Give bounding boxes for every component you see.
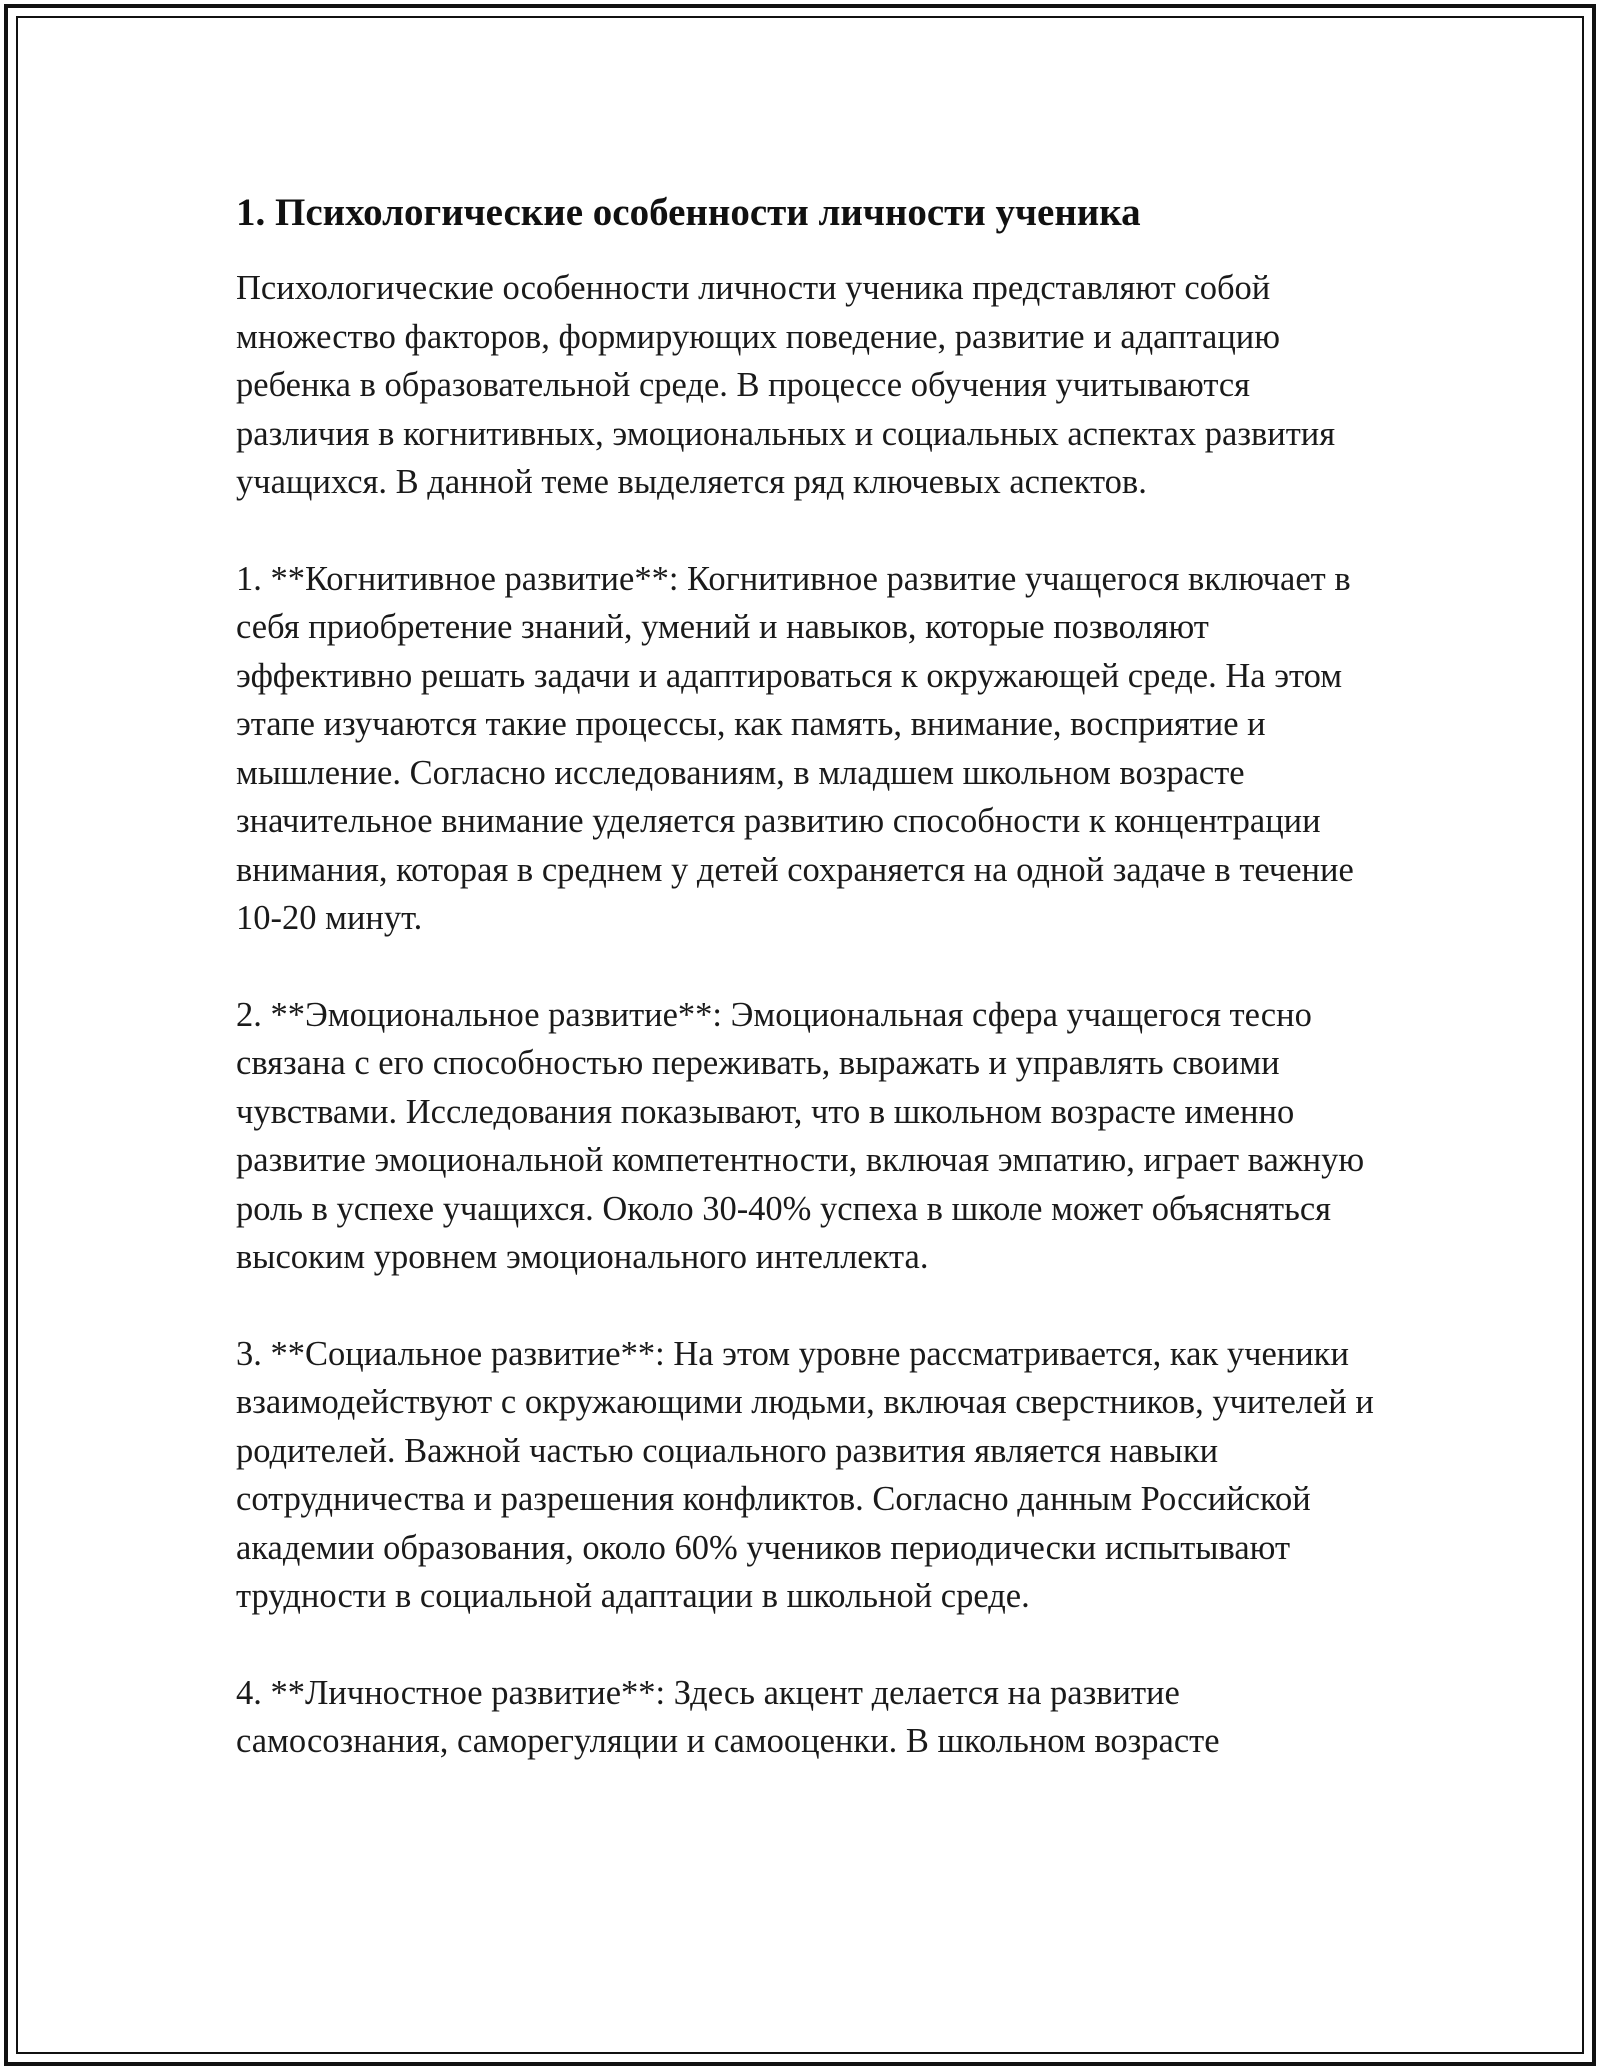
paragraph-social-development: 3. **Социальное развитие**: На этом уровне рассматривается, как ученики взаимодействуют с окружающими людьми, включая сверстников, учителей и родителей. Важной частью социального развития является навыки сотрудничества и разрешения конфликтов. Согласно данным Российской академии образования, около 60% учеников периодически испытывают трудности в социальной адаптации в школьной среде. (236, 1334, 1374, 1615)
paragraph-intro: Психологические особенности личности ученика представляют собой множество факторов, формирующих поведение, развитие и адаптацию ребенка в образовательной среде. В процессе обучения учитываются различия в когнитивных, эмоциональных и социальных аспектах развития учащихся. В данной теме выделяется ряд ключевых аспектов. (236, 269, 1336, 501)
section-heading: 1. Психологические особенности личности ученика (236, 191, 1141, 234)
paragraph-emotional-development: 2. **Эмоциональное развитие**: Эмоциональная сфера учащегося тесно связана с его способностью переживать, выражать и управлять своими чувствами. Исследования показывают, что в школьном возрасте именно развитие эмоциональной компетентности, включая эмпатию, играет важную роль в успехе учащихся. Около 30-40% успеха в школе может объясняться высоким уровнем эмоционального интеллекта. (236, 995, 1365, 1276)
paragraph-personal-development: 4. **Личностное развитие**: Здесь акцент делается на развитие самосознания, саморегуляции и самооценки. В школьном возрасте (236, 1673, 1220, 1760)
document-body (236, 186, 1376, 1814)
paragraph-cognitive-development: 1. **Когнитивное развитие**: Когнитивное развитие учащегося включает в себя приобретение знаний, умений и навыков, которые позволяют эффективно решать задачи и адаптироваться к окружающей среде. На этом этапе изучаются такие процессы, как память, внимание, восприятие и мышление. Согласно исследованиям, в младшем школьном возрасте значительное внимание уделяется развитию способности к концентрации внимания, которая в среднем у детей сохраняется на одной задаче в течение 10-20 минут. (236, 559, 1354, 937)
